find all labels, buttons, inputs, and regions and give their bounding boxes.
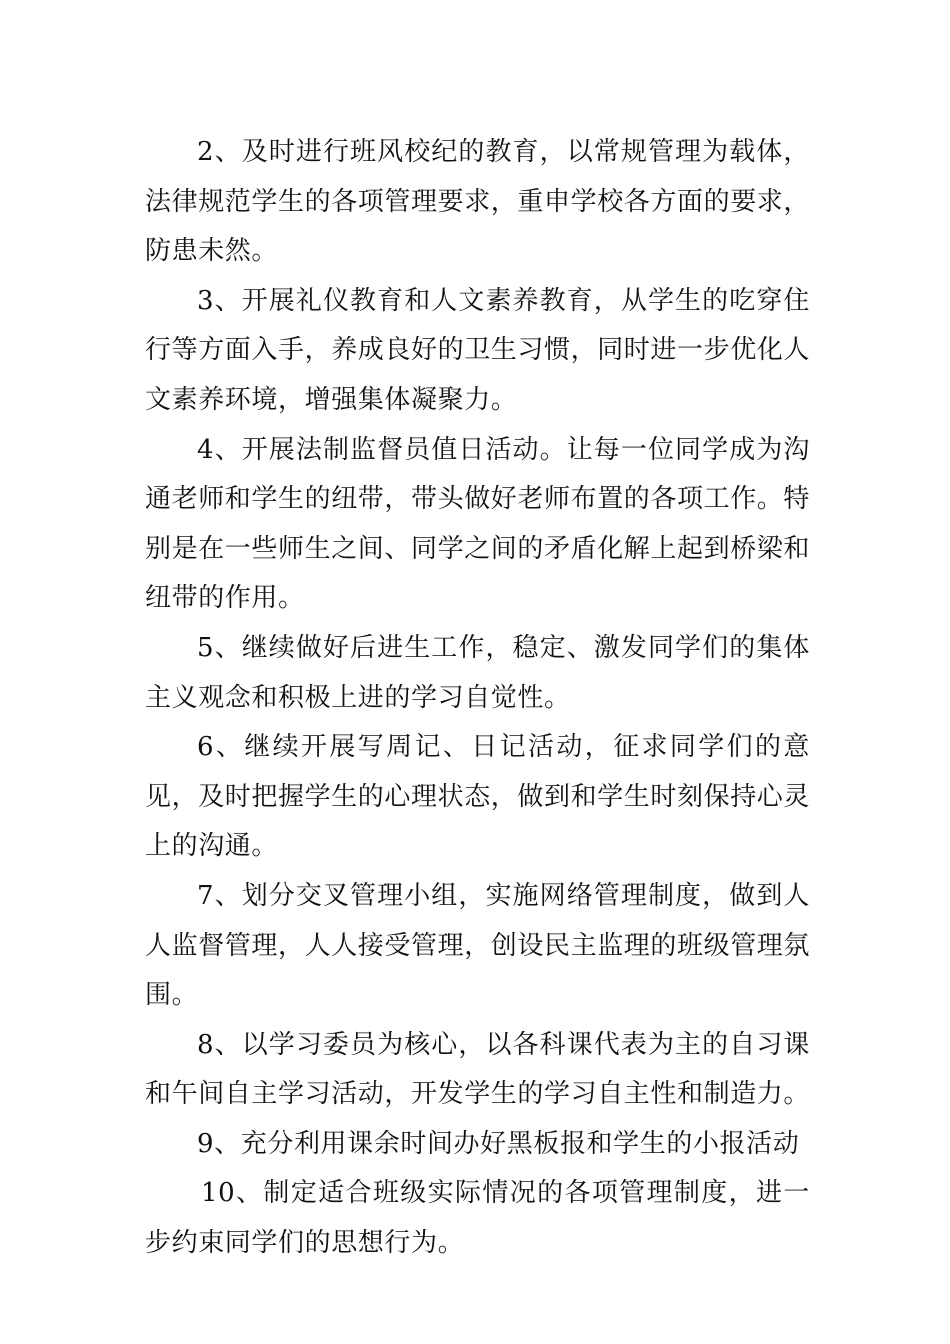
paragraph-item-6: 6、继续开展写周记、日记活动，征求同学们的意见，及时把握学生的心理状态，做到和学生时刻保持心灵上的沟通。 bbox=[145, 732, 811, 862]
paragraph-item-5: 5、继续做好后进生工作，稳定、激发同学们的集体主义观念和积极上进的学习自觉性。 bbox=[145, 632, 810, 713]
paragraph-item-4: 4、开展法制监督员值日活动。让每一位同学成为沟通老师和学生的纽带，带头做好老师布置的各项工作。特别是在一些师生之间、同学之间的矛盾化解上起到桥梁和纽带的作用。 bbox=[145, 434, 811, 614]
document-body bbox=[145, 128, 810, 1269]
paragraph-item-9: 9、充分利用课余时间办好黑板报和学生的小报活动 bbox=[197, 1128, 800, 1159]
paragraph-item-8: 8、以学习委员为核心，以各科课代表为主的自习课和午间自主学习活动，开发学生的学习自主性和制造力。 bbox=[145, 1029, 811, 1110]
paragraph-item-10: 10、制定适合班级实际情况的各项管理制度，进一步约束同学们的思想行为。 bbox=[145, 1178, 810, 1259]
paragraph-item-7: 7、划分交叉管理小组，实施网络管理制度，做到人人监督管理，人人接受管理，创设民主监理的班级管理氛围。 bbox=[145, 880, 811, 1011]
paragraph-item-3: 3、开展礼仪教育和人文素养教育，从学生的吃穿住行等方面入手，养成良好的卫生习惯，同时进一步优化人文素养环境，增强集体凝聚力。 bbox=[145, 285, 811, 415]
paragraph-item-2: 2、及时进行班风校纪的教育，以常规管理为载体，法律规范学生的各项管理要求，重申学校各方面的要求，防患未然。 bbox=[145, 137, 811, 267]
